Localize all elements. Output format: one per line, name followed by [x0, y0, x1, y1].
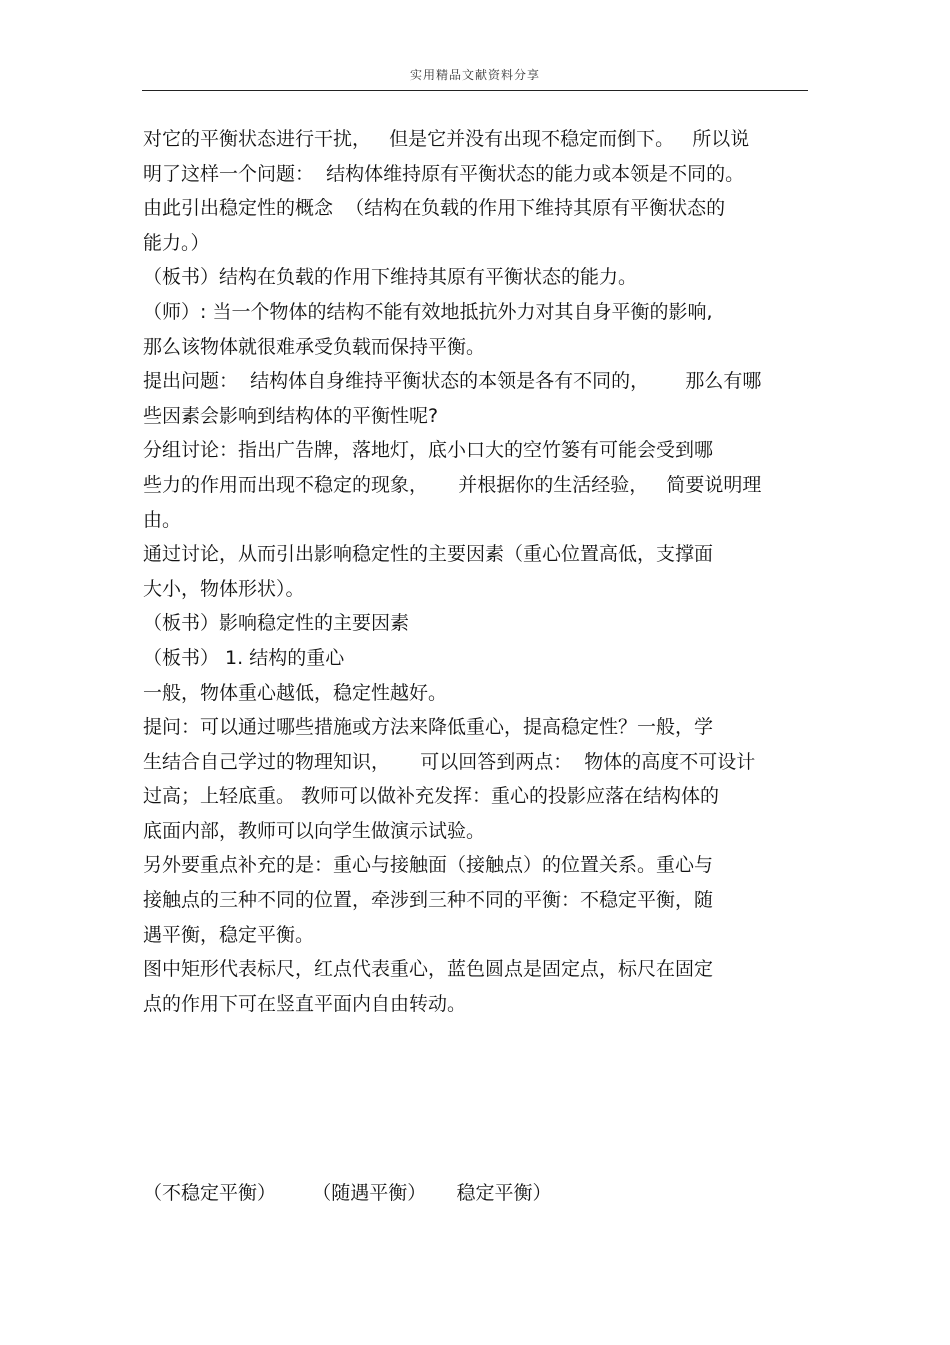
paragraph-line: 底面内部，教师可以向学生做演示试验。	[143, 819, 486, 842]
paragraph-line: 分组讨论：指出广告牌，落地灯，底小口大的空竹篓有可能会受到哪	[143, 439, 714, 462]
page-header: 实用精品文献资料分享	[409, 68, 540, 82]
paragraph-line: 点的作用下可在竖直平面内自由转动。	[143, 992, 467, 1015]
paragraph-line: 一般，物体重心越低，稳定性越好。	[143, 681, 448, 704]
paragraph-line: 提问：可以通过哪些措施或方法来降低重心，提高稳定性？一般，学	[143, 716, 714, 739]
paragraph-line: 对它的平衡状态进行干扰， 但是它并没有出现不稳定而倒下。 所以说	[143, 128, 750, 150]
paragraph-line: 由。	[143, 508, 182, 531]
paragraph-line: 大小，物体形状）。	[143, 577, 305, 600]
paragraph-line: 些因素会影响到结构体的平衡性呢?	[143, 404, 439, 427]
paragraph-line: 通过讨论，从而引出影响稳定性的主要因素（重心位置高低，支撑面	[143, 543, 714, 566]
paragraph-line: 遇平衡，稳定平衡。	[143, 923, 315, 946]
paragraph-line: 由此引出稳定性的概念 （结构在负载的作用下维持其原有平衡状态的	[143, 197, 726, 220]
paragraph-line: 那么该物体就很难承受负载而保持平衡。	[143, 335, 486, 358]
paragraph-line: 过高；上轻底重。 教师可以做补充发挥：重心的投影应落在结构体的	[143, 785, 720, 808]
paragraph-line: 明了这样一个问题： 结构体维持原有平衡状态的能力或本领是不同的。	[143, 162, 745, 185]
paragraph-line: 接触点的三种不同的位置，牵涉到三种不同的平衡：不稳定平衡，随	[143, 889, 714, 912]
paragraph-line: （板书）结构在负载的作用下维持其原有平衡状态的能力。	[143, 266, 638, 289]
paragraph-line: 另外要重点补充的是：重心与接触面（接触点）的位置关系。重心与	[143, 854, 714, 877]
paragraph-line: 提出问题： 结构体自身维持平衡状态的本领是各有不同的， 那么有哪	[143, 370, 762, 393]
header-divider	[142, 90, 808, 91]
paragraph-line: 能力。）	[143, 231, 210, 254]
paragraph-line: 些力的作用而出现不稳定的现象， 并根据你的生活经验， 简要说明理	[143, 473, 762, 496]
paragraph-line: （板书） 1. 结构的重心	[143, 646, 345, 669]
paragraph-line: （板书）影响稳定性的主要因素	[143, 612, 410, 635]
document-body	[143, 122, 808, 1021]
paragraph-line: 图中矩形代表标尺，红点代表重心，蓝色圆点是固定点，标尺在固定	[143, 958, 714, 981]
figure-captions	[143, 1178, 808, 1208]
paragraph-line: （师）: 当一个物体的结构不能有效地抵抗外力对其自身平衡的影响,	[143, 300, 713, 323]
caption-unstable: （不稳定平衡）	[143, 1182, 277, 1204]
caption-neutral: （随遇平衡）	[312, 1182, 427, 1204]
caption-stable: 稳定平衡）	[456, 1182, 552, 1204]
paragraph-line: 生结合自己学过的物理知识， 可以回答到两点： 物体的高度不可设计	[143, 750, 756, 773]
